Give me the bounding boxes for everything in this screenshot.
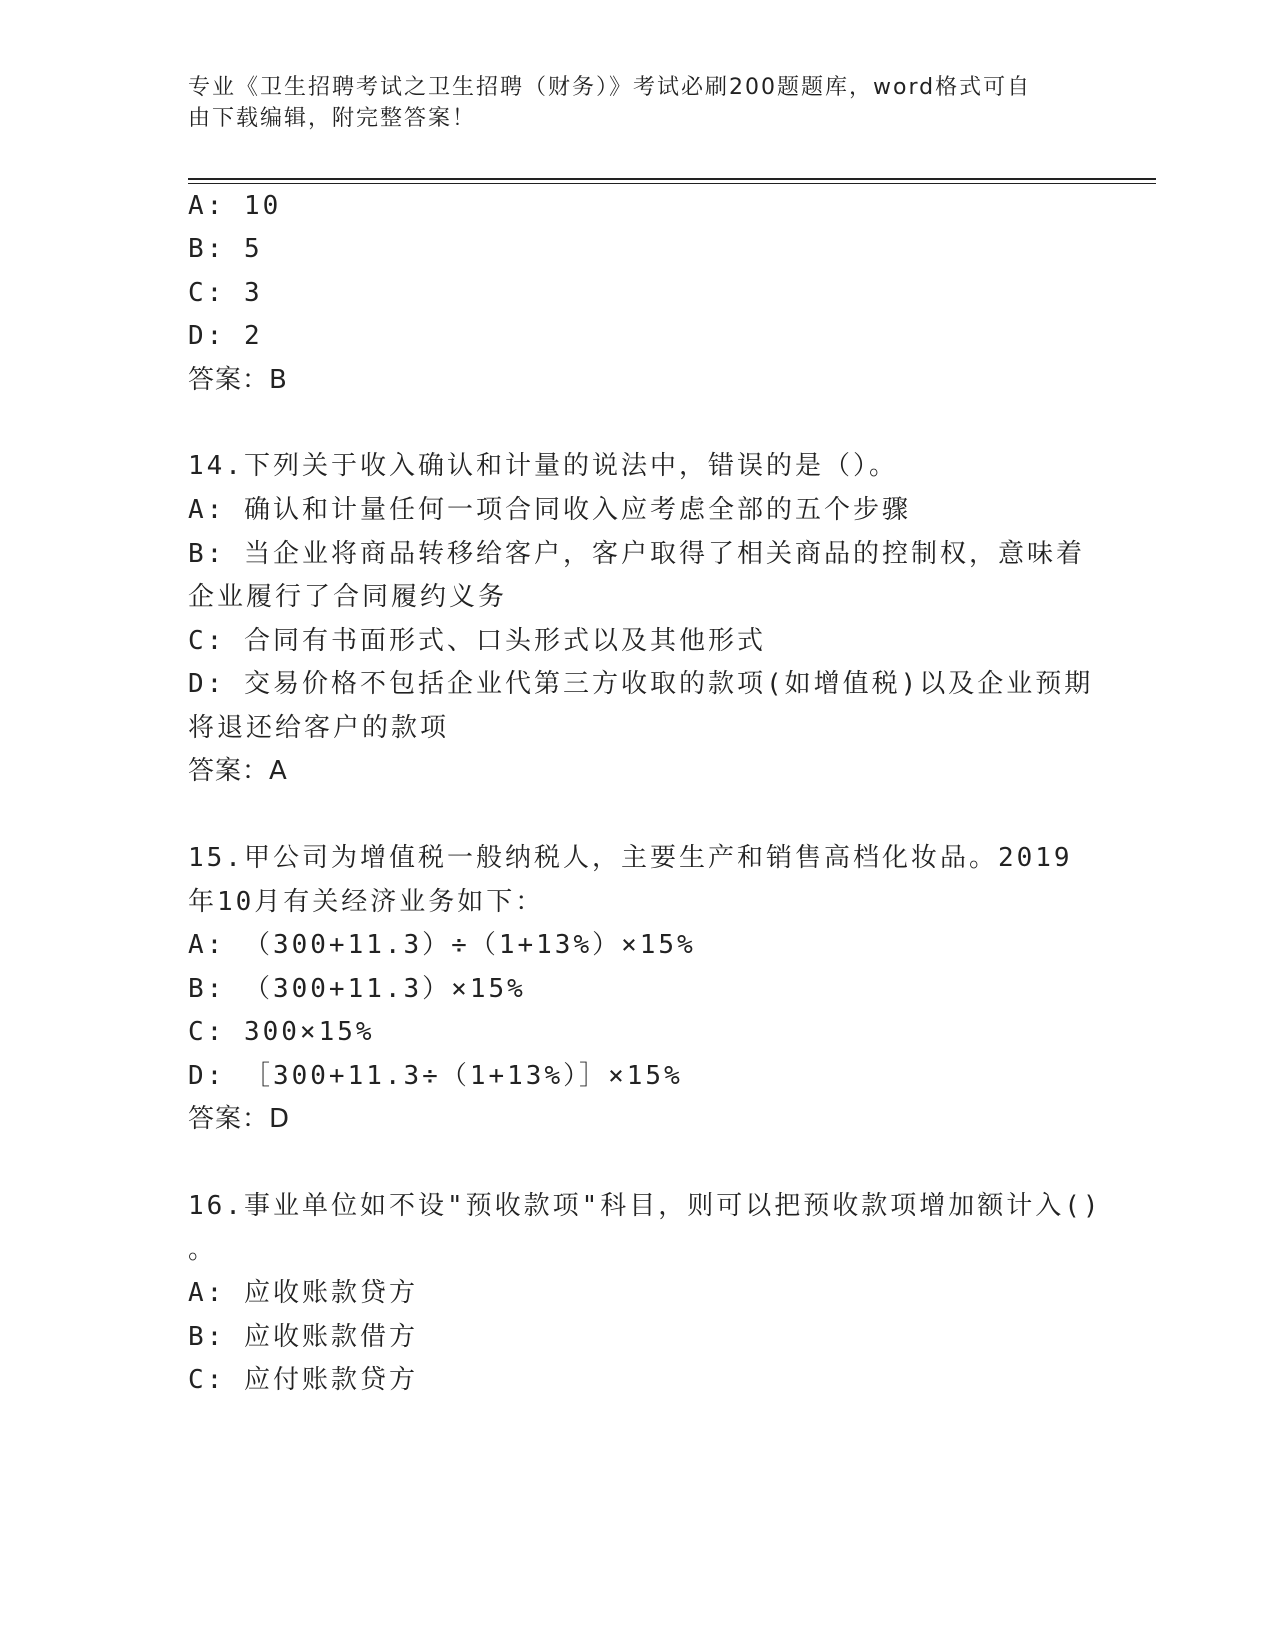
q13-option-b: B: 5 [188,234,263,264]
q15-option-d: D: ［300+11.3÷（1+13%）］×15% [188,1061,683,1091]
q16-option-a: A: 应收账款贷方 [188,1278,418,1308]
q15-answer: 答案：D [188,1104,291,1134]
q13-option-d: D: 2 [188,321,263,351]
header-divider-thin [188,183,1156,184]
q16-option-b: B: 应收账款借方 [188,1322,418,1352]
q15-question-line-1: 15.甲公司为增值税一般纳税人，主要生产和销售高档化妆品。2019 [188,843,1073,873]
q15-question-line-2: 年10月有关经济业务如下： [188,887,545,917]
header-line-1: 专业《卫生招聘考试之卫生招聘（财务）》考试必刷200题题库，word格式可自 [188,75,1032,100]
q14-option-d-line-1: D: 交易价格不包括企业代第三方收取的款项(如增值税)以及企业预期 [188,669,1094,699]
q14-option-a: A: 确认和计量任何一项合同收入应考虑全部的五个步骤 [188,495,911,525]
q16-option-c: C: 应付账款贷方 [188,1365,418,1395]
q16-question-line-2: 。 [188,1235,218,1265]
q15-option-c: C: 300×15% [188,1017,375,1047]
q14-option-d-line-2: 将退还给客户的款项 [188,713,450,743]
q13-answer: 答案：B [188,365,288,395]
q13-option-a: A: 10 [188,191,282,221]
q16-question-line-1: 16.事业单位如不设"预收款项"科目，则可以把预收款项增加额计入() [188,1191,1102,1221]
q14-option-c: C: 合同有书面形式、口头形式以及其他形式 [188,626,766,656]
header-divider [188,178,1156,180]
q15-option-a: A: （300+11.3）÷（1+13%）×15% [188,930,696,960]
q14-option-b-line-2: 企业履行了合同履约义务 [188,582,508,612]
q14-answer: 答案：A [188,756,288,786]
q14-question: 14.下列关于收入确认和计量的说法中，错误的是（）。 [188,451,898,481]
document-header [188,72,1088,134]
q15-option-b: B: （300+11.3）×15% [188,974,526,1004]
q14-option-b-line-1: B: 当企业将商品转移给客户，客户取得了相关商品的控制权，意味着 [188,539,1085,569]
q13-option-c: C: 3 [188,278,263,308]
header-line-2: 由下载编辑，附完整答案！ [188,106,477,131]
